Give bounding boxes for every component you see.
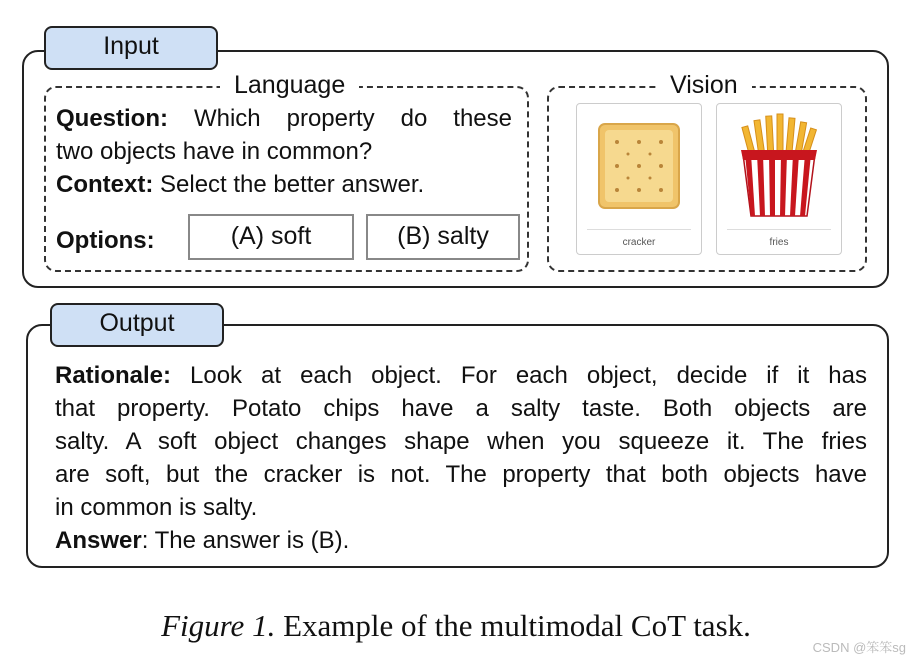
figure-caption-text: Example of the multimodal CoT task.	[275, 608, 751, 643]
context-text: Select the better answer.	[160, 171, 425, 198]
rationale-label: Rationale:	[55, 362, 172, 389]
option-b-box: (B) salty	[366, 214, 520, 260]
question-line-1	[56, 102, 512, 135]
rationale-line-2: that property. Potato chips have a salty taste. Both objects are	[55, 395, 867, 422]
question-text-1: Which property do these	[193, 105, 512, 132]
figure-number: Figure 1.	[161, 608, 276, 643]
output-tab: Output	[50, 303, 224, 347]
answer-line	[55, 524, 867, 557]
context-line	[56, 168, 424, 201]
rationale-line-5: in common is salty.	[55, 494, 258, 521]
cracker-caption: cracker	[622, 237, 656, 248]
vision-title: Vision	[656, 70, 752, 100]
fries-caption: fries	[769, 237, 789, 248]
fries-card	[716, 103, 842, 255]
fries-divider	[727, 229, 831, 230]
question-label: Question:	[56, 105, 168, 132]
watermark: CSDN @笨笨sg	[812, 640, 906, 655]
context-label: Context:	[56, 171, 154, 198]
options-label: Options:	[56, 227, 155, 254]
fries-image	[717, 104, 841, 224]
answer-text: : The answer is (B).	[141, 527, 350, 554]
cracker-card	[576, 103, 702, 255]
rationale-line-1	[55, 359, 867, 392]
rationale-line-3: salty. A soft object changes shape when you squeeze it. The fries	[55, 428, 867, 455]
answer-label: Answer	[55, 527, 142, 554]
cracker-image	[577, 104, 701, 224]
rationale-text-1: Look at each object. For each object, decide if it has	[190, 362, 867, 389]
figure-caption	[0, 608, 912, 644]
question-line-2: two objects have in common?	[56, 138, 373, 165]
cracker-divider	[587, 229, 691, 230]
language-title: Language	[220, 70, 359, 100]
option-a-box: (A) soft	[188, 214, 354, 260]
input-tab: Input	[44, 26, 218, 70]
rationale-line-4: are soft, but the cracker is not. The property that both objects have	[55, 461, 867, 488]
rationale-block	[55, 359, 867, 557]
